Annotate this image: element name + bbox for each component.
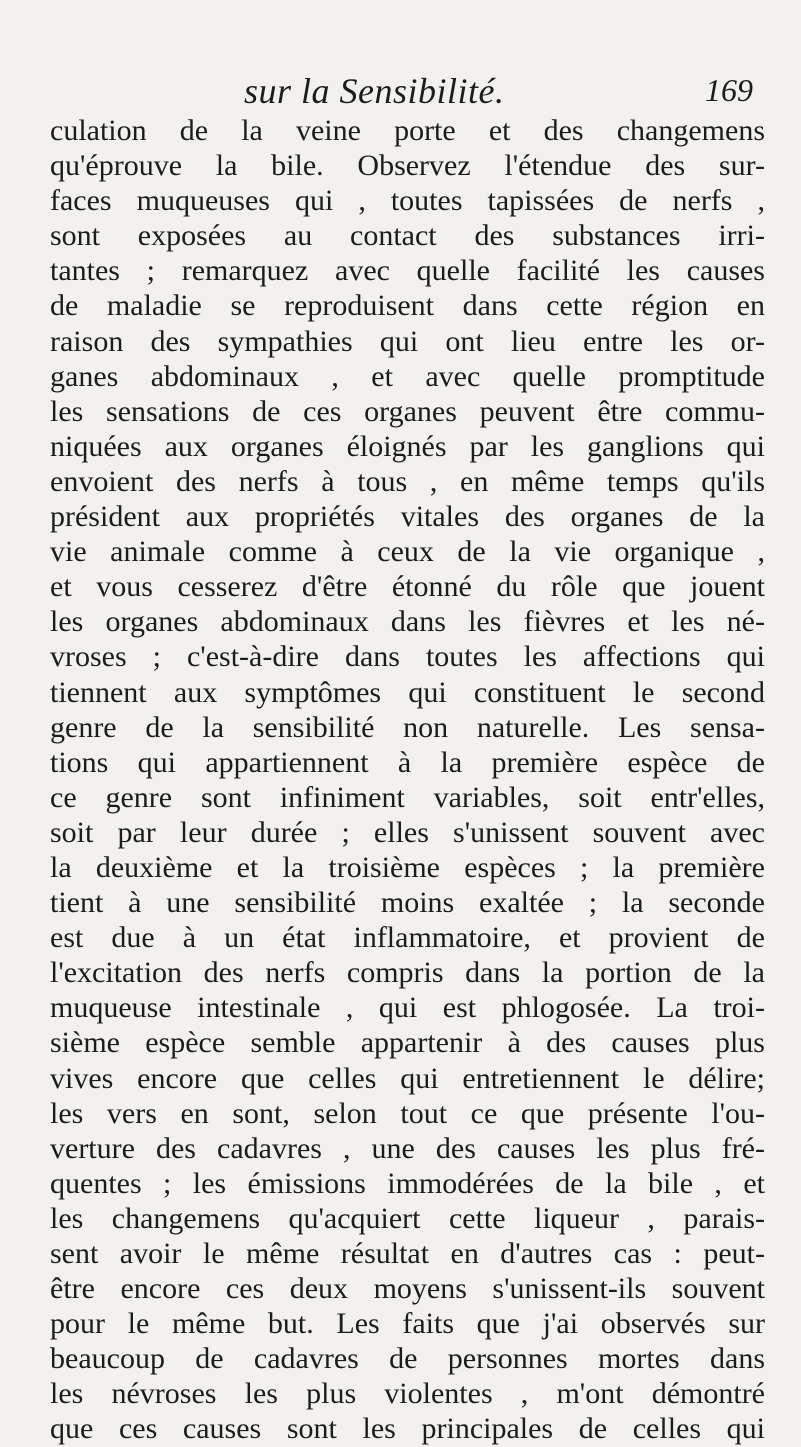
text-line: les organes abdominaux dans les fièvres et les né- (50, 605, 765, 639)
text-line: tantes ; remarquez avec quelle facilité les causes (50, 254, 765, 288)
text-line: quentes ; les émissions immodérées de la bile , et (50, 1166, 765, 1200)
running-title: sur la Sensibilité. (244, 71, 505, 111)
text-line: muqueuse intestinale , qui est phlogosée. La troi- (50, 991, 765, 1025)
text-line: les changemens qu'acquiert cette liqueur , parais- (50, 1201, 765, 1235)
text-line: de maladie se reproduisent dans cette région en (50, 289, 765, 323)
text-line: niquées aux organes éloignés par les ganglions qui (50, 429, 765, 463)
text-line: être encore ces deux moyens s'unissent-ils souvent (50, 1272, 765, 1306)
text-line: faces muqueuses qui , toutes tapissées de nerfs , (50, 184, 765, 218)
text-line: l'excitation des nerfs compris dans la portion de la (50, 956, 765, 990)
text-line: tiennent aux symptômes qui constituent le second (50, 675, 765, 709)
text-line: président aux propriétés vitales des organes de la (50, 500, 765, 534)
text-line: envoient des nerfs à tous , en même temps qu'ils (50, 464, 765, 498)
text-line: pour le même but. Les faits que j'ai observés sur (50, 1307, 765, 1341)
text-line: ce genre sont infiniment variables, soit entr'elles, (50, 780, 765, 814)
text-line: soit par leur durée ; elles s'unissent souvent avec (50, 815, 765, 849)
text-line: beaucoup de cadavres de personnes mortes dans (50, 1342, 765, 1376)
text-line: raison des sympathies qui ont lieu entre les or- (50, 324, 765, 358)
text-line: sent avoir le même résultat en d'autres cas : peut- (50, 1237, 765, 1270)
text-line: est due à un état inflammatoire, et provient de (50, 921, 765, 955)
text-line: les vers en sont, selon tout ce que présente l'ou- (50, 1096, 765, 1130)
text-line: culation de la veine porte et des changemens (50, 114, 765, 147)
text-line: tient à une sensibilité moins exaltée ; la seconde (50, 886, 765, 920)
text-line: les sensations de ces organes peuvent être commu- (50, 394, 765, 428)
text-line: vie animale comme à ceux de la vie organique , (50, 535, 765, 569)
body-text (50, 113, 765, 1447)
text-line: vives encore que celles qui entretiennent le délire; (50, 1061, 765, 1095)
text-line: qu'éprouve la bile. Observez l'étendue des sur- (50, 149, 765, 183)
page-number: 169 (705, 72, 753, 108)
text-line: tions qui appartiennent à la première espèce de (50, 745, 765, 779)
text-line: vroses ; c'est-à-dire dans toutes les affections qui (50, 640, 765, 674)
text-line: sième espèce semble appartenir à des causes plus (50, 1026, 765, 1060)
text-line: et vous cesserez d'être étonné du rôle que jouent (50, 570, 765, 604)
text-line: les névroses les plus violentes , m'ont démontré (50, 1377, 765, 1411)
text-line: que ces causes sont les principales de celles qui (50, 1412, 765, 1446)
text-line: sont exposées au contact des substances irri- (50, 219, 765, 253)
text-line: ganes abdominaux , et avec quelle promptitude (50, 359, 765, 393)
text-line: la deuxième et la troisième espèces ; la première (50, 850, 765, 884)
text-line: verture des cadavres , une des causes les plus fré- (50, 1131, 765, 1165)
text-line: genre de la sensibilité non naturelle. Les sensa- (50, 710, 765, 744)
running-head (0, 70, 801, 110)
